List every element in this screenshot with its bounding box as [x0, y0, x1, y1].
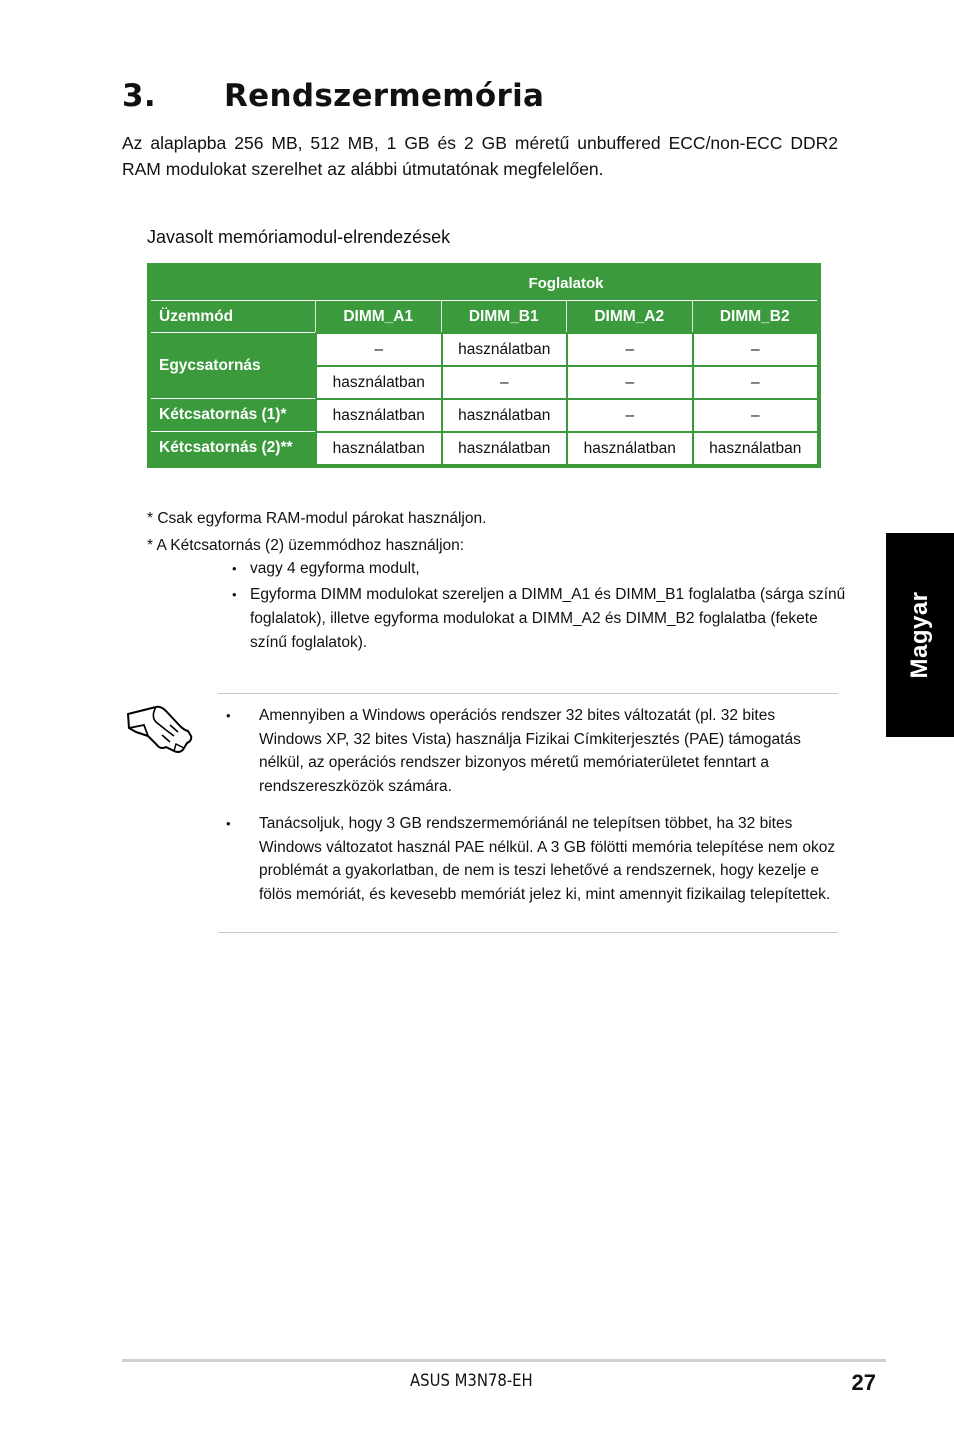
table-row: [151, 332, 817, 365]
table-row: [151, 431, 817, 464]
table-row: [151, 398, 817, 431]
table-heading: Javasolt memóriamodul-elrendezések: [147, 227, 451, 247]
page-number: 27: [851, 1370, 876, 1395]
language-side-tab: [886, 533, 954, 737]
table-cell: –: [441, 365, 567, 398]
table-cell: –: [315, 332, 441, 365]
table-cell: használatban: [692, 431, 818, 464]
table-cell: –: [692, 398, 818, 431]
language-label: Magyar: [906, 591, 933, 679]
mode-label: Kétcsatornás (1)*: [151, 398, 315, 431]
table-cell: –: [566, 332, 692, 365]
note-box: [218, 693, 838, 933]
mode-label: Kétcsatornás (2)**: [151, 431, 315, 464]
column-header: DIMM_B1: [441, 300, 567, 332]
table-cell: –: [566, 398, 692, 431]
mode-label: Egycsatornás: [151, 332, 315, 398]
column-header: DIMM_A2: [566, 300, 692, 332]
table-cell: használatban: [566, 431, 692, 464]
table-cell: használatban: [315, 398, 441, 431]
section-number: 3.: [122, 78, 156, 114]
footnotes: [147, 505, 486, 559]
footnote: * Csak egyforma RAM-modul párokat használjon.: [147, 510, 487, 527]
intro-paragraph: Az alaplapba 256 MB, 512 MB, 1 GB és 2 GB méretű unbuffered ECC/non-ECC DDR2 RAM modulokat szerelhet az alábbi útmutatónak megfelelően.: [122, 133, 838, 179]
memory-configuration-table: [147, 263, 821, 468]
table-cell: –: [566, 365, 692, 398]
group-header: Foglalatok: [528, 275, 604, 292]
column-header: DIMM_B2: [692, 300, 818, 332]
table-cell: –: [692, 332, 818, 365]
footer-model: ASUS M3N78-EH: [410, 1371, 533, 1390]
column-header: DIMM_A1: [315, 300, 441, 332]
table-cell: használatban: [441, 332, 567, 365]
table-cell: –: [692, 365, 818, 398]
footer-divider: [122, 1359, 886, 1362]
list-item: • vagy 4 egyforma modult,: [232, 557, 852, 581]
footnote-bullets: [232, 557, 852, 657]
table-cell: használatban: [441, 431, 567, 464]
pointing-hand-icon: [126, 700, 194, 756]
note-item: • Tanácsoljuk, hogy 3 GB rendszermemóriánál ne telepítsen többet, ha 32 bites Windows változatot használ PAE nélkül. A 3 GB fölötti memória telepítése nem okoz problémát a gyakorlatban, de nem is teszi lehetővé a rendszernek, hogy kezelje e fölös memóriát, és kevesebb memóriát jelez ki, mint amennyit fizikailag telepítettek.: [226, 812, 838, 906]
footnote: * A Kétcsatornás (2) üzemmódhoz használjon:: [147, 537, 465, 554]
section-title: [122, 78, 544, 114]
mode-header: Üzemmód: [151, 300, 315, 332]
list-item: • Egyforma DIMM modulokat szereljen a DIMM_A1 és DIMM_B1 foglalatba (sárga színű foglalatok), illetve egyforma modulokat a DIMM_A2 és DIMM_B2 foglalatba (fekete színű foglalatok).: [232, 583, 852, 655]
table-cell: használatban: [315, 365, 441, 398]
table-cell: használatban: [315, 431, 441, 464]
table-cell: használatban: [441, 398, 567, 431]
section-title-text: Rendszermemória: [224, 78, 545, 114]
note-item: • Amennyiben a Windows operációs rendszer 32 bites változatát (pl. 32 bites Windows XP, 32 bites Vista) használja Fizikai Címkiterjesztés (PAE) támogatás nélkül, az operációs rendszer bizonyos méretű memóriaterületet fenntart a rendszereszközök számára.: [226, 704, 838, 798]
